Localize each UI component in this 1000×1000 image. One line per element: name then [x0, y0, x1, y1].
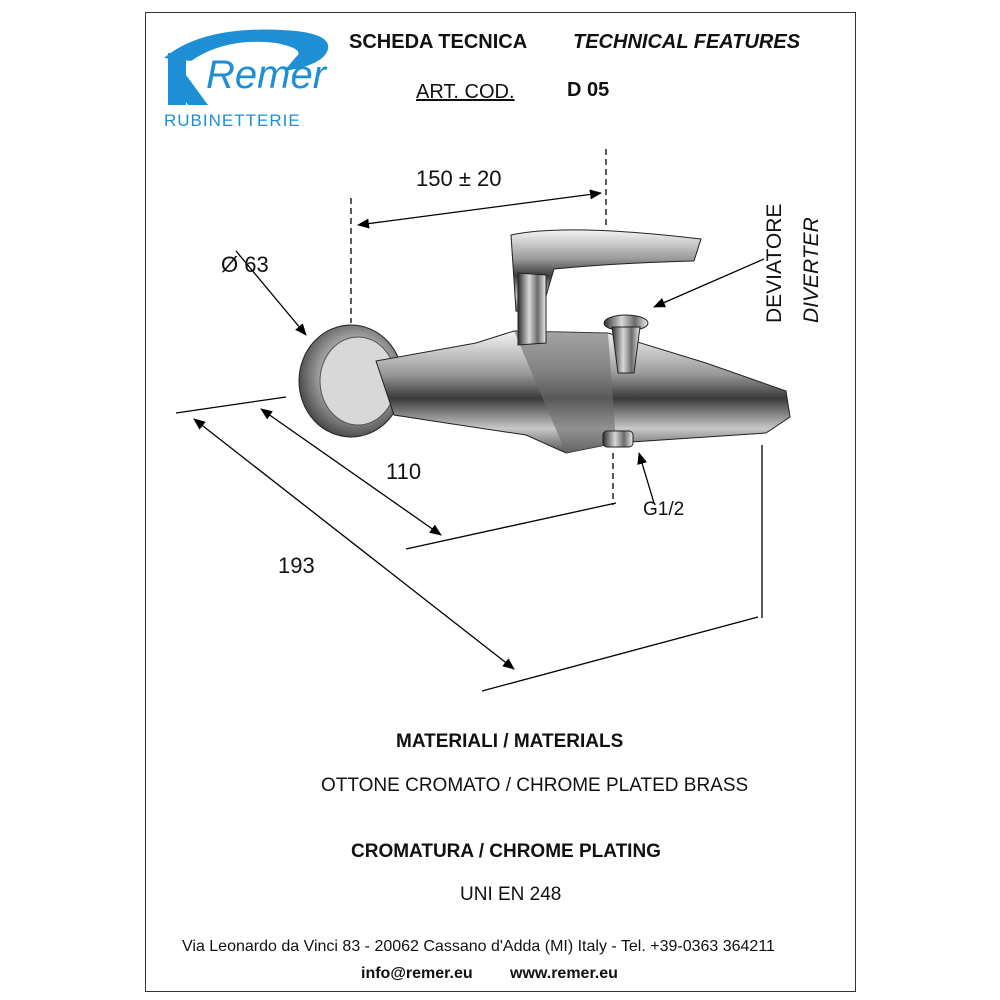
- plating-heading: CROMATURA / CHROME PLATING: [351, 841, 661, 862]
- brand-subtitle: RUBINETTERIE: [164, 111, 301, 130]
- dim-diameter-label: Ø 63: [221, 252, 269, 277]
- footer-email[interactable]: info@remer.eu: [361, 965, 473, 982]
- title-it: SCHEDA TECNICA: [349, 31, 528, 53]
- dim-total-depth-label: 193: [278, 553, 315, 578]
- dim-spout-depth-label: 110: [386, 459, 422, 484]
- diverter-label-en: DIVERTER: [800, 217, 823, 323]
- diverter-label-it: DEVIATORE: [763, 203, 786, 323]
- faucet-illustration: [299, 230, 790, 453]
- connection-label: G1/2: [643, 499, 685, 520]
- dim-width-label: 150 ± 20: [416, 166, 502, 191]
- art-code-value: D 05: [567, 79, 610, 101]
- brand-logo-text: Remer: [206, 53, 327, 97]
- footer-address: Via Leonardo da Vinci 83 - 20062 Cassano d'Adda (MI) Italy - Tel. +39-0363 364211: [182, 938, 775, 955]
- materials-value: OTTONE CROMATO / CHROME PLATED BRASS: [321, 775, 749, 796]
- title-en: TECHNICAL FEATURES: [573, 31, 801, 53]
- materials-heading: MATERIALI / MATERIALS: [396, 731, 624, 752]
- footer-website[interactable]: www.remer.eu: [510, 965, 618, 982]
- technical-sheet: [145, 12, 856, 992]
- plating-value: UNI EN 248: [460, 884, 562, 905]
- art-code-label: ART. COD.: [416, 81, 515, 103]
